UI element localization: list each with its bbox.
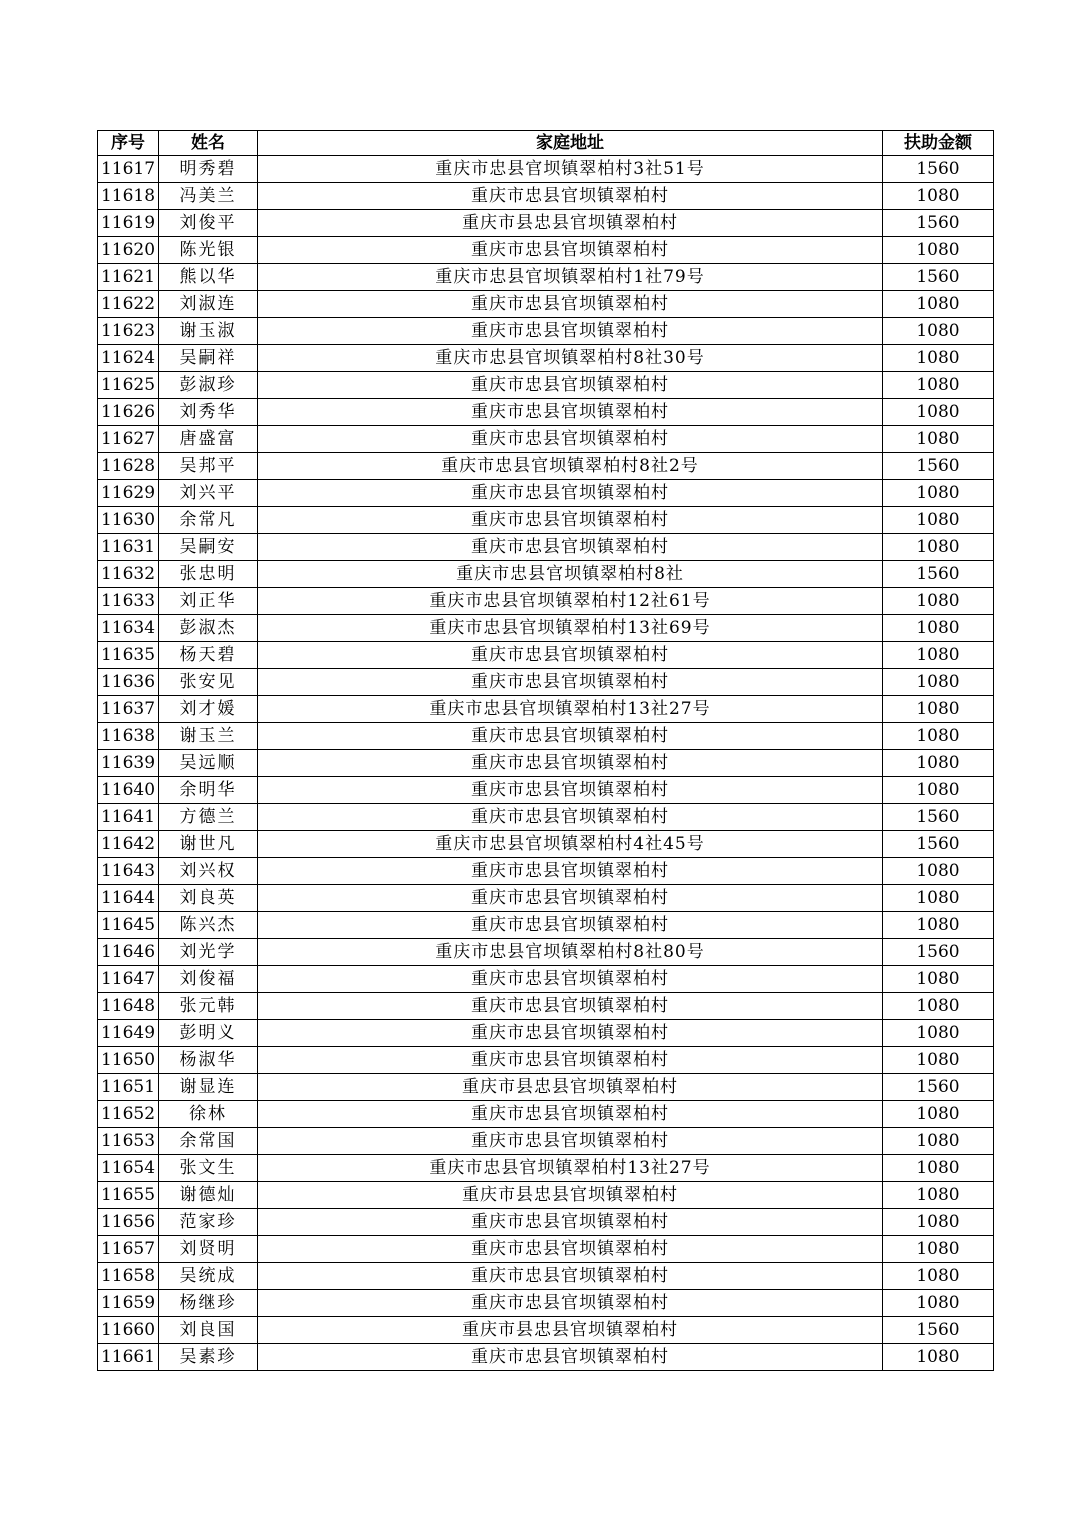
table-row bbox=[98, 1209, 994, 1236]
cell-name: 杨淑华 bbox=[159, 1047, 258, 1074]
cell-address: 重庆市忠县官坝镇翠柏村 bbox=[258, 1209, 883, 1236]
cell-no: 11640 bbox=[98, 777, 159, 804]
cell-no: 11650 bbox=[98, 1047, 159, 1074]
cell-address: 重庆市忠县官坝镇翠柏村 bbox=[258, 1344, 883, 1371]
cell-no: 11648 bbox=[98, 993, 159, 1020]
cell-amount: 1080 bbox=[883, 966, 994, 993]
cell-name: 谢世凡 bbox=[159, 831, 258, 858]
cell-no: 11639 bbox=[98, 750, 159, 777]
cell-address: 重庆市忠县官坝镇翠柏村 bbox=[258, 291, 883, 318]
cell-no: 11631 bbox=[98, 534, 159, 561]
cell-amount: 1080 bbox=[883, 723, 994, 750]
cell-address: 重庆市忠县官坝镇翠柏村 bbox=[258, 1128, 883, 1155]
cell-amount: 1080 bbox=[883, 885, 994, 912]
cell-amount: 1080 bbox=[883, 1128, 994, 1155]
table-row bbox=[98, 183, 994, 210]
cell-name: 杨天碧 bbox=[159, 642, 258, 669]
table-row bbox=[98, 372, 994, 399]
header-name: 姓名 bbox=[159, 131, 258, 156]
cell-amount: 1080 bbox=[883, 183, 994, 210]
cell-address: 重庆市忠县官坝镇翠柏村 bbox=[258, 237, 883, 264]
cell-amount: 1080 bbox=[883, 1209, 994, 1236]
cell-address: 重庆市忠县官坝镇翠柏村 bbox=[258, 426, 883, 453]
table-row bbox=[98, 615, 994, 642]
cell-no: 11649 bbox=[98, 1020, 159, 1047]
cell-address: 重庆市县忠县官坝镇翠柏村 bbox=[258, 210, 883, 237]
cell-amount: 1080 bbox=[883, 291, 994, 318]
cell-amount: 1560 bbox=[883, 453, 994, 480]
header-no: 序号 bbox=[98, 131, 159, 156]
cell-address: 重庆市忠县官坝镇翠柏村 bbox=[258, 1020, 883, 1047]
cell-name: 刘正华 bbox=[159, 588, 258, 615]
cell-no: 11625 bbox=[98, 372, 159, 399]
table-row bbox=[98, 642, 994, 669]
cell-name: 吴远顺 bbox=[159, 750, 258, 777]
cell-no: 11656 bbox=[98, 1209, 159, 1236]
cell-amount: 1080 bbox=[883, 1344, 994, 1371]
cell-name: 刘俊平 bbox=[159, 210, 258, 237]
cell-no: 11658 bbox=[98, 1263, 159, 1290]
cell-no: 11620 bbox=[98, 237, 159, 264]
cell-no: 11641 bbox=[98, 804, 159, 831]
table-row bbox=[98, 1074, 994, 1101]
table-header bbox=[98, 131, 994, 156]
cell-name: 吴邦平 bbox=[159, 453, 258, 480]
table-row bbox=[98, 885, 994, 912]
cell-name: 谢显连 bbox=[159, 1074, 258, 1101]
cell-no: 11652 bbox=[98, 1101, 159, 1128]
cell-name: 吴嗣祥 bbox=[159, 345, 258, 372]
table-row bbox=[98, 993, 994, 1020]
cell-address: 重庆市忠县官坝镇翠柏村3社51号 bbox=[258, 156, 883, 183]
table-row bbox=[98, 696, 994, 723]
table-row bbox=[98, 426, 994, 453]
cell-address: 重庆市忠县官坝镇翠柏村13社27号 bbox=[258, 1155, 883, 1182]
cell-amount: 1560 bbox=[883, 210, 994, 237]
table-row bbox=[98, 912, 994, 939]
cell-name: 谢德灿 bbox=[159, 1182, 258, 1209]
cell-amount: 1080 bbox=[883, 669, 994, 696]
cell-no: 11629 bbox=[98, 480, 159, 507]
table-row bbox=[98, 723, 994, 750]
header-amount: 扶助金额 bbox=[883, 131, 994, 156]
table-row bbox=[98, 1182, 994, 1209]
cell-amount: 1080 bbox=[883, 777, 994, 804]
cell-no: 11645 bbox=[98, 912, 159, 939]
cell-amount: 1080 bbox=[883, 480, 994, 507]
cell-address: 重庆市忠县官坝镇翠柏村 bbox=[258, 885, 883, 912]
table-row bbox=[98, 318, 994, 345]
cell-name: 彭淑珍 bbox=[159, 372, 258, 399]
table-row bbox=[98, 561, 994, 588]
cell-amount: 1080 bbox=[883, 750, 994, 777]
cell-amount: 1080 bbox=[883, 1236, 994, 1263]
cell-name: 陈光银 bbox=[159, 237, 258, 264]
cell-no: 11628 bbox=[98, 453, 159, 480]
cell-address: 重庆市忠县官坝镇翠柏村 bbox=[258, 777, 883, 804]
cell-address: 重庆市忠县官坝镇翠柏村 bbox=[258, 183, 883, 210]
table-row bbox=[98, 831, 994, 858]
table-row bbox=[98, 453, 994, 480]
cell-no: 11621 bbox=[98, 264, 159, 291]
cell-address: 重庆市忠县官坝镇翠柏村1社79号 bbox=[258, 264, 883, 291]
cell-address: 重庆市忠县官坝镇翠柏村 bbox=[258, 804, 883, 831]
table-row bbox=[98, 156, 994, 183]
table-row bbox=[98, 1155, 994, 1182]
subsidy-table bbox=[97, 130, 994, 1371]
table-row bbox=[98, 237, 994, 264]
cell-no: 11638 bbox=[98, 723, 159, 750]
cell-name: 明秀碧 bbox=[159, 156, 258, 183]
cell-address: 重庆市忠县官坝镇翠柏村4社45号 bbox=[258, 831, 883, 858]
cell-no: 11624 bbox=[98, 345, 159, 372]
cell-amount: 1080 bbox=[883, 1155, 994, 1182]
table-row bbox=[98, 804, 994, 831]
table-row bbox=[98, 1344, 994, 1371]
cell-no: 11623 bbox=[98, 318, 159, 345]
cell-name: 张忠明 bbox=[159, 561, 258, 588]
cell-no: 11642 bbox=[98, 831, 159, 858]
table-row bbox=[98, 1020, 994, 1047]
cell-address: 重庆市忠县官坝镇翠柏村 bbox=[258, 480, 883, 507]
cell-address: 重庆市县忠县官坝镇翠柏村 bbox=[258, 1317, 883, 1344]
cell-amount: 1560 bbox=[883, 1317, 994, 1344]
cell-no: 11653 bbox=[98, 1128, 159, 1155]
table-row bbox=[98, 858, 994, 885]
table-row bbox=[98, 1290, 994, 1317]
cell-name: 陈兴杰 bbox=[159, 912, 258, 939]
cell-amount: 1080 bbox=[883, 858, 994, 885]
table-row bbox=[98, 507, 994, 534]
cell-no: 11643 bbox=[98, 858, 159, 885]
cell-no: 11618 bbox=[98, 183, 159, 210]
table-row bbox=[98, 777, 994, 804]
cell-address: 重庆市忠县官坝镇翠柏村 bbox=[258, 1047, 883, 1074]
cell-no: 11630 bbox=[98, 507, 159, 534]
cell-amount: 1560 bbox=[883, 264, 994, 291]
header-address: 家庭地址 bbox=[258, 131, 883, 156]
cell-address: 重庆市忠县官坝镇翠柏村 bbox=[258, 858, 883, 885]
cell-no: 11637 bbox=[98, 696, 159, 723]
cell-amount: 1080 bbox=[883, 399, 994, 426]
cell-name: 余常凡 bbox=[159, 507, 258, 534]
cell-amount: 1080 bbox=[883, 1101, 994, 1128]
cell-address: 重庆市忠县官坝镇翠柏村13社69号 bbox=[258, 615, 883, 642]
cell-name: 刘俊福 bbox=[159, 966, 258, 993]
cell-amount: 1080 bbox=[883, 426, 994, 453]
cell-address: 重庆市忠县官坝镇翠柏村8社2号 bbox=[258, 453, 883, 480]
cell-no: 11657 bbox=[98, 1236, 159, 1263]
cell-amount: 1080 bbox=[883, 1047, 994, 1074]
cell-amount: 1080 bbox=[883, 993, 994, 1020]
cell-amount: 1080 bbox=[883, 534, 994, 561]
cell-address: 重庆市忠县官坝镇翠柏村8社 bbox=[258, 561, 883, 588]
cell-no: 11647 bbox=[98, 966, 159, 993]
table-row bbox=[98, 291, 994, 318]
cell-address: 重庆市忠县官坝镇翠柏村 bbox=[258, 723, 883, 750]
cell-no: 11627 bbox=[98, 426, 159, 453]
cell-address: 重庆市忠县官坝镇翠柏村 bbox=[258, 750, 883, 777]
cell-no: 11659 bbox=[98, 1290, 159, 1317]
cell-no: 11633 bbox=[98, 588, 159, 615]
cell-amount: 1080 bbox=[883, 345, 994, 372]
cell-no: 11635 bbox=[98, 642, 159, 669]
cell-name: 谢玉淑 bbox=[159, 318, 258, 345]
cell-name: 张元韩 bbox=[159, 993, 258, 1020]
cell-address: 重庆市忠县官坝镇翠柏村 bbox=[258, 912, 883, 939]
cell-address: 重庆市忠县官坝镇翠柏村 bbox=[258, 399, 883, 426]
cell-address: 重庆市忠县官坝镇翠柏村 bbox=[258, 1101, 883, 1128]
cell-name: 谢玉兰 bbox=[159, 723, 258, 750]
cell-no: 11651 bbox=[98, 1074, 159, 1101]
cell-amount: 1080 bbox=[883, 588, 994, 615]
cell-amount: 1080 bbox=[883, 1182, 994, 1209]
cell-name: 唐盛富 bbox=[159, 426, 258, 453]
cell-amount: 1560 bbox=[883, 156, 994, 183]
cell-name: 刘秀华 bbox=[159, 399, 258, 426]
cell-address: 重庆市县忠县官坝镇翠柏村 bbox=[258, 1074, 883, 1101]
cell-amount: 1080 bbox=[883, 237, 994, 264]
cell-amount: 1080 bbox=[883, 912, 994, 939]
cell-no: 11632 bbox=[98, 561, 159, 588]
cell-amount: 1560 bbox=[883, 1074, 994, 1101]
table-row bbox=[98, 264, 994, 291]
table-body bbox=[98, 156, 994, 1371]
table-row bbox=[98, 534, 994, 561]
cell-address: 重庆市县忠县官坝镇翠柏村 bbox=[258, 1182, 883, 1209]
cell-no: 11622 bbox=[98, 291, 159, 318]
cell-no: 11654 bbox=[98, 1155, 159, 1182]
cell-name: 冯美兰 bbox=[159, 183, 258, 210]
cell-address: 重庆市忠县官坝镇翠柏村 bbox=[258, 372, 883, 399]
cell-amount: 1560 bbox=[883, 939, 994, 966]
cell-name: 方德兰 bbox=[159, 804, 258, 831]
cell-address: 重庆市忠县官坝镇翠柏村 bbox=[258, 669, 883, 696]
cell-no: 11636 bbox=[98, 669, 159, 696]
cell-address: 重庆市忠县官坝镇翠柏村 bbox=[258, 1290, 883, 1317]
cell-name: 刘兴平 bbox=[159, 480, 258, 507]
table-row bbox=[98, 588, 994, 615]
cell-name: 刘良英 bbox=[159, 885, 258, 912]
cell-name: 彭明义 bbox=[159, 1020, 258, 1047]
table-row bbox=[98, 399, 994, 426]
cell-name: 范家珍 bbox=[159, 1209, 258, 1236]
cell-address: 重庆市忠县官坝镇翠柏村 bbox=[258, 993, 883, 1020]
cell-address: 重庆市忠县官坝镇翠柏村 bbox=[258, 1263, 883, 1290]
cell-address: 重庆市忠县官坝镇翠柏村 bbox=[258, 1236, 883, 1263]
cell-amount: 1080 bbox=[883, 1263, 994, 1290]
table-row bbox=[98, 966, 994, 993]
cell-name: 张文生 bbox=[159, 1155, 258, 1182]
cell-address: 重庆市忠县官坝镇翠柏村 bbox=[258, 966, 883, 993]
cell-no: 11655 bbox=[98, 1182, 159, 1209]
cell-amount: 1560 bbox=[883, 831, 994, 858]
cell-address: 重庆市忠县官坝镇翠柏村 bbox=[258, 642, 883, 669]
header-row bbox=[98, 131, 994, 156]
cell-no: 11660 bbox=[98, 1317, 159, 1344]
cell-name: 徐林 bbox=[159, 1101, 258, 1128]
cell-name: 熊以华 bbox=[159, 264, 258, 291]
cell-address: 重庆市忠县官坝镇翠柏村 bbox=[258, 534, 883, 561]
table-row bbox=[98, 345, 994, 372]
cell-amount: 1080 bbox=[883, 1290, 994, 1317]
table-row bbox=[98, 669, 994, 696]
cell-no: 11617 bbox=[98, 156, 159, 183]
cell-amount: 1560 bbox=[883, 804, 994, 831]
cell-name: 杨继珍 bbox=[159, 1290, 258, 1317]
cell-address: 重庆市忠县官坝镇翠柏村12社61号 bbox=[258, 588, 883, 615]
cell-name: 吴统成 bbox=[159, 1263, 258, 1290]
cell-name: 刘贤明 bbox=[159, 1236, 258, 1263]
cell-address: 重庆市忠县官坝镇翠柏村8社30号 bbox=[258, 345, 883, 372]
cell-amount: 1080 bbox=[883, 642, 994, 669]
cell-name: 刘淑连 bbox=[159, 291, 258, 318]
table-row bbox=[98, 750, 994, 777]
cell-name: 吴嗣安 bbox=[159, 534, 258, 561]
cell-amount: 1080 bbox=[883, 318, 994, 345]
cell-no: 11646 bbox=[98, 939, 159, 966]
cell-no: 11661 bbox=[98, 1344, 159, 1371]
table-row bbox=[98, 1263, 994, 1290]
cell-no: 11626 bbox=[98, 399, 159, 426]
table-row bbox=[98, 1101, 994, 1128]
cell-name: 刘光学 bbox=[159, 939, 258, 966]
cell-address: 重庆市忠县官坝镇翠柏村8社80号 bbox=[258, 939, 883, 966]
cell-name: 余常国 bbox=[159, 1128, 258, 1155]
cell-amount: 1080 bbox=[883, 696, 994, 723]
cell-amount: 1080 bbox=[883, 615, 994, 642]
table-row bbox=[98, 1317, 994, 1344]
table-row bbox=[98, 1128, 994, 1155]
cell-amount: 1080 bbox=[883, 1020, 994, 1047]
cell-address: 重庆市忠县官坝镇翠柏村13社27号 bbox=[258, 696, 883, 723]
cell-amount: 1080 bbox=[883, 372, 994, 399]
cell-name: 彭淑杰 bbox=[159, 615, 258, 642]
table-row bbox=[98, 210, 994, 237]
cell-address: 重庆市忠县官坝镇翠柏村 bbox=[258, 318, 883, 345]
cell-name: 刘才媛 bbox=[159, 696, 258, 723]
cell-no: 11634 bbox=[98, 615, 159, 642]
cell-name: 余明华 bbox=[159, 777, 258, 804]
cell-name: 张安见 bbox=[159, 669, 258, 696]
cell-no: 11644 bbox=[98, 885, 159, 912]
table-row bbox=[98, 480, 994, 507]
cell-amount: 1560 bbox=[883, 561, 994, 588]
cell-amount: 1080 bbox=[883, 507, 994, 534]
cell-name: 吴素珍 bbox=[159, 1344, 258, 1371]
cell-address: 重庆市忠县官坝镇翠柏村 bbox=[258, 507, 883, 534]
table-row bbox=[98, 939, 994, 966]
table-row bbox=[98, 1047, 994, 1074]
cell-name: 刘兴权 bbox=[159, 858, 258, 885]
table-row bbox=[98, 1236, 994, 1263]
cell-no: 11619 bbox=[98, 210, 159, 237]
cell-name: 刘良国 bbox=[159, 1317, 258, 1344]
